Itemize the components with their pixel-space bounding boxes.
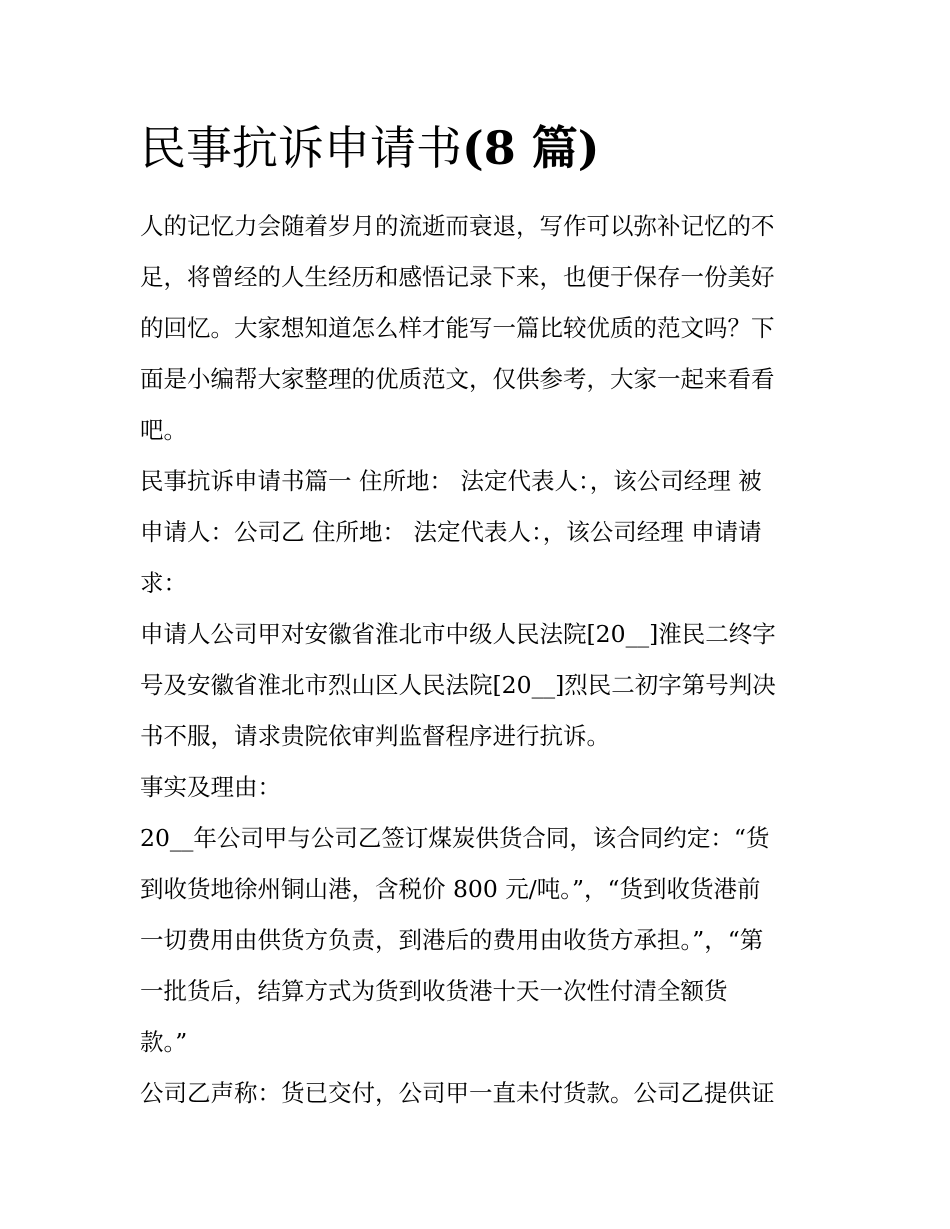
paragraph-claim xyxy=(140,1068,820,1119)
text-line: 一批货后，结算方式为货到收货港十天一次性付清全额货 xyxy=(140,977,728,1005)
text-line: 吧。 xyxy=(140,416,187,444)
text-line: 足，将曾经的人生经历和感悟记录下来，也便于保存一份美好 xyxy=(140,263,775,291)
text-line: 号及安徽省淮北市烈山区人民法院[20__]烈民二初字第号判决 xyxy=(140,671,776,699)
text-line: 一切费用由供货方负责，到港后的费用由收货方承担。”，“第 xyxy=(140,926,764,954)
text-line: 款。” xyxy=(140,1028,188,1056)
text-line: 民事抗诉申请书篇一 住所地： 法定代表人：，该公司经理 被 xyxy=(140,467,762,495)
paragraph-contract xyxy=(140,813,820,1068)
paragraph-parties xyxy=(140,456,820,609)
paragraph-request xyxy=(140,609,820,762)
text-line: 申请人公司甲对安徽省淮北市中级人民法院[20__]淮民二终字 xyxy=(140,620,776,648)
text-line: 求： xyxy=(140,569,187,597)
document-body xyxy=(140,201,820,1119)
text-line: 的回忆。大家想知道怎么样才能写一篇比较优质的范文吗？下 xyxy=(140,314,775,342)
title-count: (8 篇) xyxy=(462,121,600,175)
text-line: 事实及理由： xyxy=(140,773,281,801)
text-line: 20__年公司甲与公司乙签订煤炭供货合同，该合同约定：“货 xyxy=(140,824,770,852)
paragraph-heading-facts xyxy=(140,762,820,813)
text-line: 到收货地徐州铜山港，含税价 800 元/吨。”，“货到收货港前 xyxy=(140,875,761,903)
title-text: 民事抗诉申请书 xyxy=(140,121,462,175)
text-line: 申请人：公司乙 住所地： 法定代表人：，该公司经理 申请请 xyxy=(140,518,762,546)
text-line: 公司乙声称：货已交付，公司甲一直未付货款。公司乙提供证 xyxy=(140,1079,775,1107)
text-line: 面是小编帮大家整理的优质范文，仅供参考，大家一起来看看 xyxy=(140,365,775,393)
paragraph-intro xyxy=(140,201,820,456)
text-line: 书不服，请求贵院依审判监督程序进行抗诉。 xyxy=(140,722,610,750)
document-title xyxy=(140,118,600,178)
text-line: 人的记忆力会随着岁月的流逝而衰退，写作可以弥补记忆的不 xyxy=(140,212,775,240)
